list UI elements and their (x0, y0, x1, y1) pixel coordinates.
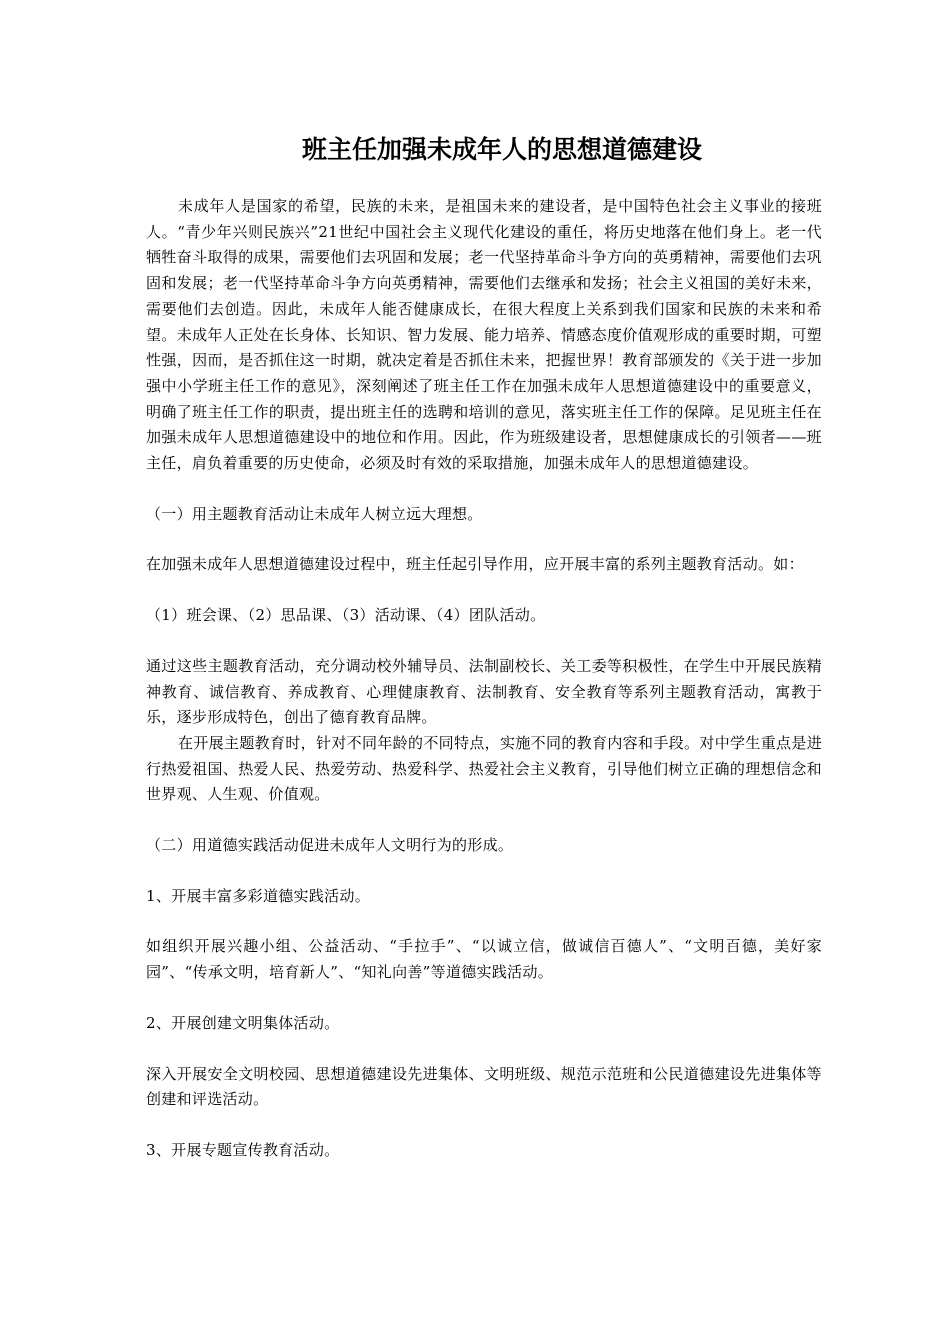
subsection-heading-3: 3、开展专题宣传教育活动。 (146, 1140, 340, 1159)
section-heading-1: （一）用主题教育活动让未成年人树立远大理想。 (146, 504, 483, 523)
paragraph: 如组织开展兴趣小组、公益活动、“手拉手”、“以诚立信，做诚信百德人”、“文明百德，美好家园”、“传承文明，培育新人”、“知礼向善”等道德实践活动。 (146, 937, 822, 982)
document-body (146, 194, 822, 1164)
document-title: 班主任加强未成年人的思想道德建设 (301, 135, 702, 164)
activity-list: （1）班会课、（2）思品课、（3）活动课、（4）团队活动。 (146, 606, 546, 625)
subsection-heading-1: 1、开展丰富多彩道德实践活动。 (146, 886, 371, 905)
intro-paragraph: 未成年人是国家的希望，民族的未来，是祖国未来的建设者，是中国特色社会主义事业的接班人。“青少年兴则民族兴”21世纪中国社会主义现代化建设的重任，将历史地落在他们身上。老一代牺牲奋斗取得的成果，需要他们去巩固和发展；老一代坚持革命斗争方向的英勇精神，需要他们去巩固和发展；老一代坚持革命斗争方向英勇精神，需要他们去继承和发扬；社会主义祖国的美好未来，需要他们去创造。因此，未成年人能否健康成长，在很大程度上关系到我们国家和民族的未来和希望。未成年人正处在长身体、长知识、智力发展、能力培养、情感态度价值观形成的重要时期，可塑性强，因而，是否抓住这一时期，就决定着是否抓住未来，把握世界！教育部颁发的《关于进一步加强中小学班主任工作的意见》，深刻阐述了班主任工作在加强未成年人思想道德建设中的重要意义，明确了班主任工作的职责，提出班主任的选聘和培训的意见，落实班主任工作的保障。足见班主任在加强未成年人思想道德建设中的地位和作用。因此，作为班级建设者，思想健康成长的引领者——班主任，肩负着重要的历史使命，必须及时有效的采取措施，加强未成年人的思想道德建设。 (146, 197, 822, 473)
paragraph: 深入开展安全文明校园、思想道德建设先进集体、文明班级、规范示范班和公民道德建设先进集体等创建和评选活动。 (146, 1064, 822, 1109)
paragraph: 在加强未成年人思想道德建设过程中，班主任起引导作用，应开展丰富的系列主题教育活动。如： (146, 555, 804, 574)
section-heading-2: （二）用道德实践活动促进未成年人文明行为的形成。 (146, 836, 514, 855)
subsection-heading-2: 2、开展创建文明集体活动。 (146, 1013, 340, 1032)
paragraph: 在开展主题教育时，针对不同年龄的不同特点，实施不同的教育内容和手段。对中学生重点是进行热爱祖国、热爱人民、热爱劳动、热爱科学、热爱社会主义教育，引导他们树立正确的理想信念和世界观、人生观、价值观。 (146, 733, 822, 804)
paragraph: 通过这些主题教育活动，充分调动校外辅导员、法制副校长、关工委等积极性，在学生中开展民族精神教育、诚信教育、养成教育、心理健康教育、法制教育、安全教育等系列主题教育活动，寓教于乐，逐步形成特色，创出了德育教育品牌。 (146, 656, 822, 727)
